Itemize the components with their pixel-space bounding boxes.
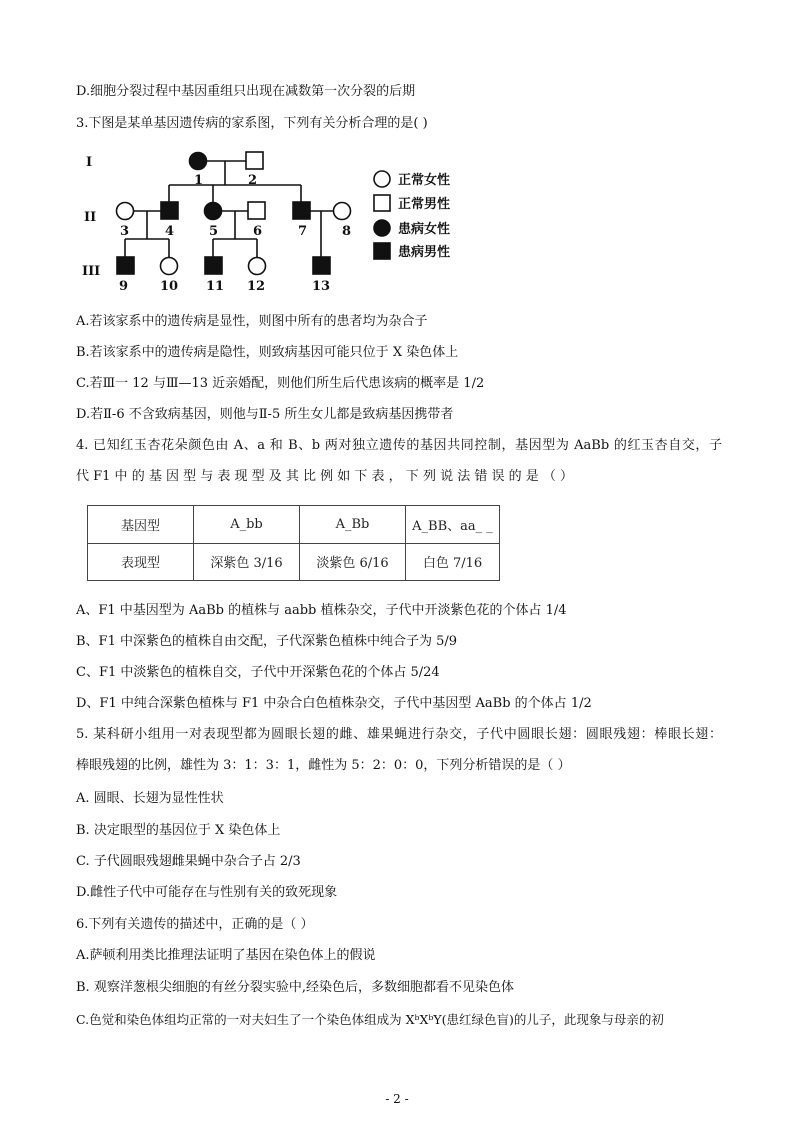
option-c: C.若Ⅲ一 12 与Ⅲ—13 近亲婚配，则他们所生后代患该病的概率是 1/2 [76,376,485,391]
option-d: D、F1 中纯合深紫色植株与 F1 中杂合白色植株杂交，子代中基因型 AaBb 的个体占 1/2 [76,696,592,711]
option-b: B. 观察洋葱根尖细胞的有丝分裂实验中,经染色后，多数细胞都看不见染色体 [76,980,514,995]
table-row [88,506,500,544]
question-5-line-1: 5. 某科研小组用一对表现型都为圆眼长翅的雌、雄果蝇进行杂交，子代中圆眼长翅：圆眼残翅：棒眼长翅： [76,727,722,742]
option-line: D.细胞分裂过程中基因重组只出现在减数第一次分裂的后期 [76,84,416,99]
legend-label: 正常男性 [398,197,451,212]
individual-number: 3 [120,224,130,239]
question-5-line-2: 棒眼残翅的比例，雄性为 3：1：3：1，雌性为 5：2：0：0，下列分析错误的是（ ） [76,758,571,773]
option-d: D.若Ⅱ-6 不含致病基因，则他与Ⅱ-5 所生女儿都是致病基因携带者 [76,407,454,422]
individual-number: 8 [342,224,352,239]
affected-male-symbol [313,257,330,274]
affected-male-symbol [161,202,178,219]
individual-number: 1 [194,173,204,188]
affected-male-symbol [293,202,310,219]
question-4-line-2: 代 F1 中 的 基 因 型 与 表 现 型 及 其 比 例 如 下 表 ， 下 列 说 法 错 误 的 是 （ ） [76,469,573,484]
generation-label: I [86,155,93,170]
legend-label: 正常女性 [398,173,451,188]
affected-male-symbol [205,257,222,274]
table-cell: A_Bb [300,506,406,544]
question-6: 6.下列有关遗传的描述中，正确的是（ ） [76,917,314,932]
generation-label: II [84,210,97,225]
individual-number: 12 [247,279,266,294]
genotype-table [87,505,500,581]
legend-normal-female-icon [374,171,390,187]
table-cell: 淡紫色 6/16 [300,543,406,581]
affected-female-symbol [205,203,222,220]
individual-number: 13 [312,279,331,294]
individual-number: 9 [119,279,129,294]
table-row [88,543,500,581]
individual-number: 5 [209,224,219,239]
normal-female-symbol [117,203,134,220]
individual-number: 11 [206,279,225,294]
table-cell: A_BB、aa_ _ [406,506,500,544]
legend-affected-female-icon [374,220,390,236]
option-b: B、F1 中深紫色的植株自由交配，子代深紫色植株中纯合子为 5/9 [76,634,458,649]
affected-female-symbol [190,153,207,170]
legend-label: 患病女性 [398,222,451,237]
legend-affected-male-icon [374,243,390,259]
table-cell: 基因型 [88,506,194,544]
normal-male-symbol [248,202,265,219]
normal-female-symbol [161,258,178,275]
normal-female-symbol [334,203,351,220]
table-cell: 表现型 [88,543,194,581]
table-cell: A_bb [194,506,300,544]
individual-number: 2 [248,173,258,188]
option-d: D.雌性子代中可能存在与性别有关的致死现象 [76,885,338,900]
option-a: A.萨顿利用类比推理法证明了基因在染色体上的假说 [76,948,376,963]
question-4-line-1: 4. 已知红玉杏花朵颜色由 A、a 和 B、b 两对独立遗传的基因共同控制，基因型为 AaBb 的红玉杏自交，子 [76,438,722,453]
question-3: 3.下图是某单基因遗传病的家系图，下列有关分析合理的是( ) [76,116,428,131]
legend-normal-male-icon [374,195,390,211]
generation-label: III [82,264,101,279]
option-c: C.色觉和染色体组均正常的一对夫妇生了一个染色体组成为 XᵇXᵇY(患红绿色盲)的儿子，此现象与母亲的初 [76,1012,664,1027]
individual-number: 4 [165,224,175,239]
normal-male-symbol [246,152,263,169]
table-cell: 白色 7/16 [406,543,500,581]
option-a: A.若该家系中的遗传病是显性，则图中所有的患者均为杂合子 [76,314,428,329]
individual-number: 7 [298,224,308,239]
option-b: B. 决定眼型的基因位于 X 染色体上 [76,823,281,838]
option-a: A. 圆眼、长翅为显性性状 [76,791,224,806]
page-number: - 2 - [385,1092,409,1106]
normal-female-symbol [249,258,266,275]
option-b: B.若该家系中的遗传病是隐性，则致病基因可能只位于 X 染色体上 [76,345,459,360]
individual-number: 10 [160,279,179,294]
table-cell: 深紫色 3/16 [194,543,300,581]
pedigree-chart [70,140,490,300]
option-c: C. 子代圆眼残翅雌果蝇中杂合子占 2/3 [76,854,301,869]
option-a: A、F1 中基因型为 AaBb 的植株与 aabb 植株杂交，子代中开淡紫色花的个体占 1/4 [76,603,567,618]
option-c: C、F1 中淡紫色的植株自交，子代中开深紫色花的个体占 5/24 [76,665,440,680]
individual-number: 6 [253,224,263,239]
legend-label: 患病男性 [398,245,451,260]
affected-male-symbol [117,257,134,274]
